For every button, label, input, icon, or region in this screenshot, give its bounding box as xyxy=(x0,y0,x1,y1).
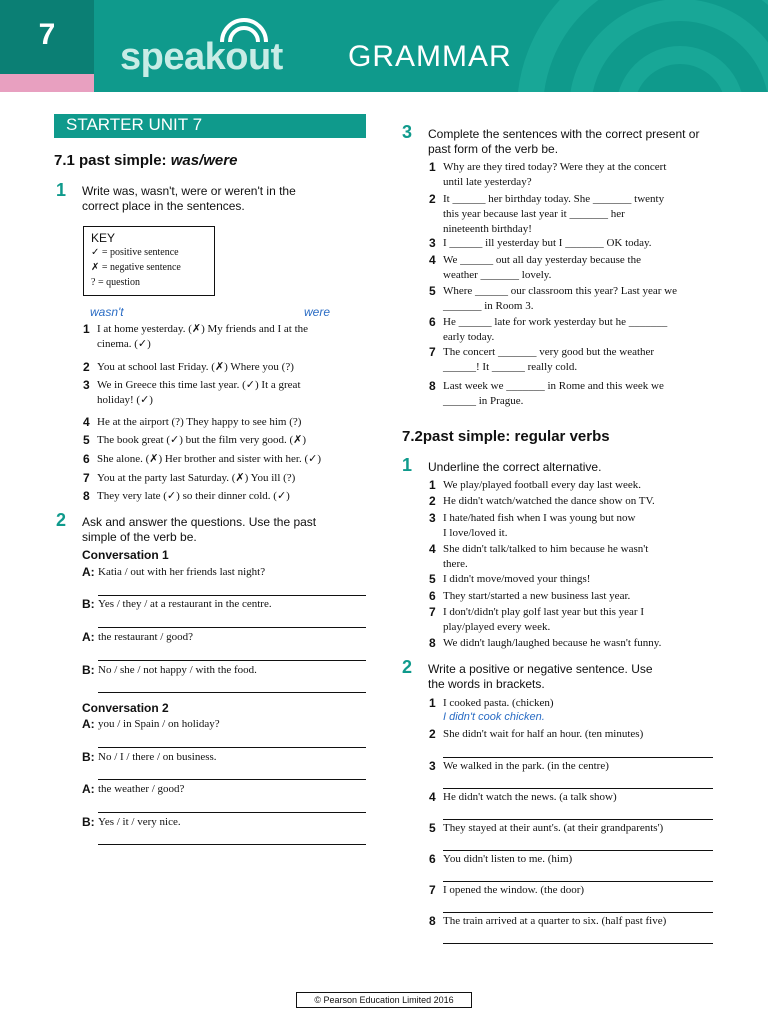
item-number: 8 xyxy=(429,636,436,650)
item-text: The concert _______ very good but the weather ______! It ______ really cold. xyxy=(443,346,655,373)
pink-strip xyxy=(0,74,94,92)
exercise-number: 3 xyxy=(402,122,413,142)
exercise-instruction: Write was, wasn't, were or weren't in the correct place in the sentences. xyxy=(82,184,296,213)
item-text: I didn't move/moved your things! xyxy=(443,573,591,585)
answer-line[interactable] xyxy=(443,912,713,913)
item-text: It ______ her birthday today. She _______ twenty this year because last year it _______ her nineteenth birthday! xyxy=(443,193,665,235)
key-line: ✗ = negative sentence xyxy=(91,262,181,273)
prompt-text: No / she / not happy / with the food. xyxy=(98,664,257,676)
item-number: 8 xyxy=(83,489,90,503)
item-number: 1 xyxy=(429,160,436,174)
key-title: KEY xyxy=(91,231,116,245)
item-text: Where ______ our classroom this year? Last year we _______ in Room 3. xyxy=(443,285,677,312)
item-text: We in Greece this time last year. (✓) It a great holiday! (✓) xyxy=(97,379,301,406)
answer-line[interactable] xyxy=(98,660,366,661)
prompt-text: the restaurant / good? xyxy=(98,631,193,643)
item-number: 6 xyxy=(429,315,436,329)
item-text: The book great (✓) but the film very good. (✗) xyxy=(97,434,307,446)
item-number: 2 xyxy=(83,360,90,374)
unit-number-box xyxy=(0,0,94,74)
answer-line[interactable] xyxy=(98,627,366,628)
item-number: 7 xyxy=(429,345,436,359)
speaker-label: B: xyxy=(82,815,95,829)
item-text: We play/played football every day last week. xyxy=(443,479,641,491)
item-number: 1 xyxy=(429,696,436,710)
item-text: They very late (✓) so their dinner cold. (✓) xyxy=(97,490,290,502)
speaker-label: A: xyxy=(82,565,95,579)
header-title: GRAMMAR xyxy=(348,40,512,73)
answer-line[interactable] xyxy=(98,747,366,748)
item-text: I cooked pasta. (chicken) xyxy=(443,697,554,709)
item-text: He ______ late for work yesterday but he _______ early today. xyxy=(443,316,668,343)
item-text: He at the airport (?) They happy to see him (?) xyxy=(97,416,302,428)
item-text: The train arrived at a quarter to six. (half past five) xyxy=(443,915,667,927)
brand-logo: speakout xyxy=(120,36,283,78)
answer-line[interactable] xyxy=(443,788,713,789)
item-number: 5 xyxy=(429,572,436,586)
item-number: 1 xyxy=(83,322,90,336)
item-number: 3 xyxy=(429,511,436,525)
prompt-text: Katia / out with her friends last night? xyxy=(98,566,266,578)
item-number: 7 xyxy=(83,471,90,485)
key-line: ? = question xyxy=(91,277,140,288)
key-line: ✓ = positive sentence xyxy=(91,247,179,258)
item-number: 4 xyxy=(83,415,90,429)
item-text: I don't/didn't play golf last year but this year I play/played every week. xyxy=(443,606,645,633)
section-title-7-2: 7.2past simple: regular verbs xyxy=(402,428,610,445)
copyright-footer: © Pearson Education Limited 2016 xyxy=(296,992,472,1008)
item-text: I ______ ill yesterday but I _______ OK today. xyxy=(443,237,652,249)
item-number: 2 xyxy=(429,494,436,508)
item-text: You at school last Friday. (✗) Where you (?) xyxy=(97,361,294,373)
prompt-text: Yes / it / very nice. xyxy=(98,816,181,828)
answer-line[interactable] xyxy=(98,595,366,596)
item-number: 6 xyxy=(429,852,436,866)
speaker-label: A: xyxy=(82,717,95,731)
section-title-7-1: 7.1 past simple: was/were xyxy=(54,152,238,169)
unit-banner xyxy=(54,114,366,138)
item-text: Why are they tired today? Were they at the concert until late yesterday? xyxy=(443,161,667,188)
item-text: She didn't talk/talked to him because he wasn't there. xyxy=(443,543,649,570)
answer-line[interactable] xyxy=(98,779,366,780)
example-answer: wasn't xyxy=(90,305,124,319)
item-number: 5 xyxy=(429,284,436,298)
prompt-text: you / in Spain / on holiday? xyxy=(98,718,220,730)
item-text: He didn't watch/watched the dance show on TV. xyxy=(443,495,655,507)
answer-line[interactable] xyxy=(443,881,713,882)
answer-line[interactable] xyxy=(443,850,713,851)
item-text: I opened the window. (the door) xyxy=(443,884,585,896)
key-box xyxy=(83,226,215,296)
item-number: 6 xyxy=(83,452,90,466)
exercise-instruction: Write a positive or negative sentence. Use the words in brackets. xyxy=(428,662,653,691)
answer-line[interactable] xyxy=(443,819,713,820)
answer-line[interactable] xyxy=(443,943,713,944)
item-number: 1 xyxy=(429,478,436,492)
item-number: 8 xyxy=(429,379,436,393)
speaker-label: B: xyxy=(82,663,95,677)
page-header xyxy=(0,0,768,92)
exercise-number: 1 xyxy=(56,180,67,200)
item-text: She didn't wait for half an hour. (ten minutes) xyxy=(443,728,644,740)
item-text: I at home yesterday. (✗) My friends and I at the cinema. (✓) xyxy=(97,323,309,350)
item-number: 2 xyxy=(429,192,436,206)
example-answer: I didn't cook chicken. xyxy=(443,711,545,723)
example-answer: were xyxy=(304,305,331,319)
answer-line[interactable] xyxy=(98,692,366,693)
item-number: 5 xyxy=(429,821,436,835)
unit-number: 7 xyxy=(38,18,56,51)
answer-line[interactable] xyxy=(98,844,366,845)
item-number: 7 xyxy=(429,883,436,897)
item-number: 6 xyxy=(429,589,436,603)
item-text: She alone. (✗) Her brother and sister with her. (✓) xyxy=(97,453,322,465)
item-number: 3 xyxy=(429,236,436,250)
exercise-number: 2 xyxy=(402,657,413,677)
item-text: I hate/hated fish when I was young but now I love/loved it. xyxy=(443,512,636,539)
item-number: 3 xyxy=(429,759,436,773)
item-text: They stayed at their aunt's. (at their grandparents') xyxy=(443,822,664,834)
item-number: 8 xyxy=(429,914,436,928)
item-text: They start/started a new business last year. xyxy=(443,590,631,602)
exercise-instruction: Ask and answer the questions. Use the past simple of the verb be. xyxy=(82,515,317,544)
answer-line[interactable] xyxy=(98,812,366,813)
exercise-number: 2 xyxy=(56,510,67,530)
item-number: 7 xyxy=(429,605,436,619)
item-text: You didn't listen to me. (him) xyxy=(443,853,573,865)
item-number: 2 xyxy=(429,727,436,741)
speaker-label: B: xyxy=(82,750,95,764)
item-number: 4 xyxy=(429,542,436,556)
item-text: Last week we _______ in Rome and this week we ______ in Prague. xyxy=(443,380,664,407)
exercise-instruction: Complete the sentences with the correct present or past form of the verb be. xyxy=(428,127,700,156)
item-text: He didn't watch the news. (a talk show) xyxy=(443,791,617,803)
prompt-text: Yes / they / at a restaurant in the centre. xyxy=(98,598,272,610)
item-text: We ______ out all day yesterday because the weather _______ lovely. xyxy=(443,254,641,281)
exercise-instruction: Underline the correct alternative. xyxy=(428,460,602,474)
prompt-text: the weather / good? xyxy=(98,783,185,795)
item-text: You at the party last Saturday. (✗) You ill (?) xyxy=(97,472,296,484)
unit-banner-text: STARTER UNIT 7 xyxy=(66,115,203,134)
item-text: We walked in the park. (in the centre) xyxy=(443,760,609,772)
exercise-number: 1 xyxy=(402,455,413,475)
conversation-title: Conversation 2 xyxy=(82,701,169,715)
speaker-label: B: xyxy=(82,597,95,611)
prompt-text: No / I / there / on business. xyxy=(98,751,217,763)
conversation-title: Conversation 1 xyxy=(82,548,169,562)
item-number: 4 xyxy=(429,790,436,804)
item-text: We didn't laugh/laughed because he wasn't funny. xyxy=(443,637,662,649)
item-number: 5 xyxy=(83,433,90,447)
item-number: 4 xyxy=(429,253,436,267)
item-number: 3 xyxy=(83,378,90,392)
speaker-label: A: xyxy=(82,782,95,796)
answer-line[interactable] xyxy=(443,757,713,758)
speaker-label: A: xyxy=(82,630,95,644)
